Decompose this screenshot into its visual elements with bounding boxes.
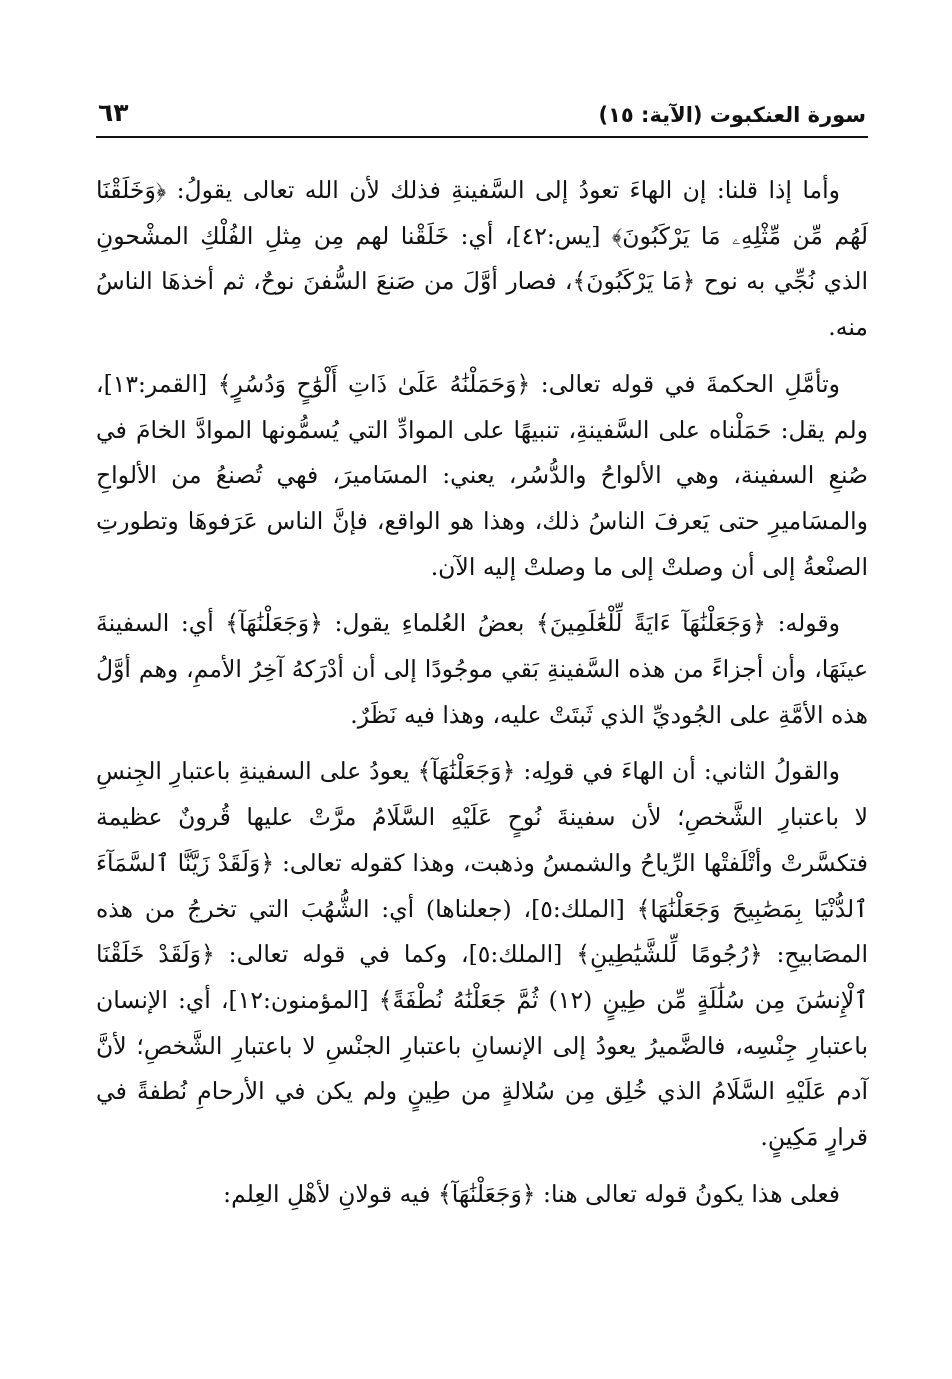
running-header [98, 100, 866, 130]
paragraph-3: وقوله: ﴿وَجَعَلْنَٰهَآ ءَايَةً لِّلْعَٰلَمِينَ﴾ بعضُ العُلماءِ يقول: ﴿وَجَعَلْنَٰهَآ﴾ أي: السفينةَ عينَهَا، وأن أجزاءً من هذه السَّفينةِ بَقي موجُودًا إلى أن أدْرَكهُ آخِرُ الأممِ، وهم أوَّلُ هذه الأمَّةِ على الجُوديِّ الذي ثَبتَتْ عليه، وهذا فيه نَظَرٌ. [96, 609, 868, 729]
paragraph-4: والقولُ الثاني: أن الهاءَ في قولِه: ﴿وَجَعَلْنَٰهَآ﴾ يعودُ على السفينةِ باعتبارِ الجِنسِ لا باعتبارِ الشَّخصِ؛ لأن سفينةَ نُوحٍ عَلَيْهِ السَّلَامُ مرَّتْ عليها قُرونٌ عظيمة فتكسَّرتْ وأتْلَفتْها الرِّياحُ والشمسُ وذهبت، وهذا كقوله تعالى: ﴿وَلَقَدْ زَيَّنَّا ٱلسَّمَآءَ ٱلدُّنْيَا بِمَصَٰبِيحَ وَجَعَلْنَٰهَا﴾ [الملك:٥]، (جعلناها) أي: الشُّهُبَ التي تخرجُ من هذه المصَابيحِ: ﴿رُجُومًا لِّلشَّيَٰطِينِ﴾ [الملك:٥]، وكما في قوله تعالى: ﴿وَلَقَدْ خَلَقْنَا ٱلْإِنسَٰنَ مِن سُلَٰلَةٍ مِّن طِينٍ (١٢) ثُمَّ جَعَلْنَٰهُ نُطْفَةً﴾ [المؤمنون:١٢]، أي: الإنسان باعتبارِ جِنْسِه، فالضَّميرُ يعودُ إلى الإنسانِ باعتبارِ الجنْسِ لا باعتبارِ الشَّخصِ؛ لأنَّ آدم عَلَيْهِ السَّلَامُ الذي خُلِق مِن سُلالةٍ من طِينٍ ولم يكن في الأرحامِ نُطفةً في قرارٍ مَكِينٍ. [96, 757, 868, 1152]
page-number: ٦٣ [98, 98, 129, 127]
surah-title: سورة العنكبوت (الآية: ١٥) [598, 103, 866, 127]
page-body [96, 168, 868, 1217]
paragraph-2: وتأمَّلِ الحكمةَ في قوله تعالى: ﴿وَحَمَلْنَٰهُ عَلَىٰ ذَاتِ أَلْوَٰحٍ وَدُسُرٍ﴾ [القمر:١٣]، ولم يقل: حَمَلْناه على السَّفينةِ، تنبيهًا على الموادِّ التي يُسمُّونها الموادَّ الخامَ في صُنعِ السفينة، وهي الألواحُ والدُّسُر، يعني: المسَاميرَ، فهي تُصنعُ من الألواحِ والمسَاميرِ حتى يَعرفَ الناسُ ذلك، وهذا هو الواقع، فإنَّ الناس عَرَفوهَا وتطورتِ الصنْعةُ إلى أن وصلتْ إلى ما وصلتْ إليه الآن. [96, 369, 868, 581]
header-divider [96, 136, 868, 138]
paragraph-1: وأما إذا قلنا: إن الهاءَ تعودُ إلى السَّفينةِ فذلك لأن الله تعالى يقولُ: ﴿وَخَلَقْنَا لَهُم مِّن مِّثْلِهِۦ مَا يَرْكَبُونَ﴾ [يس:٤٢]، أي: خَلَقْنا لهم مِن مِثلِ الفُلْكِ المشْحونِ الذي نُجِّي به نوح ﴿مَا يَرْكَبُونَ﴾، فصار أوَّلَ من صَنعَ السُّفنَ نوحٌ، ثم أخذهَا الناسُ منه. [96, 176, 869, 342]
paragraph-5: فعلى هذا يكونُ قوله تعالى هنا: ﴿وَجَعَلْنَٰهَآ﴾ فيه قولانِ لأهْلِ العِلم: [223, 1179, 840, 1208]
